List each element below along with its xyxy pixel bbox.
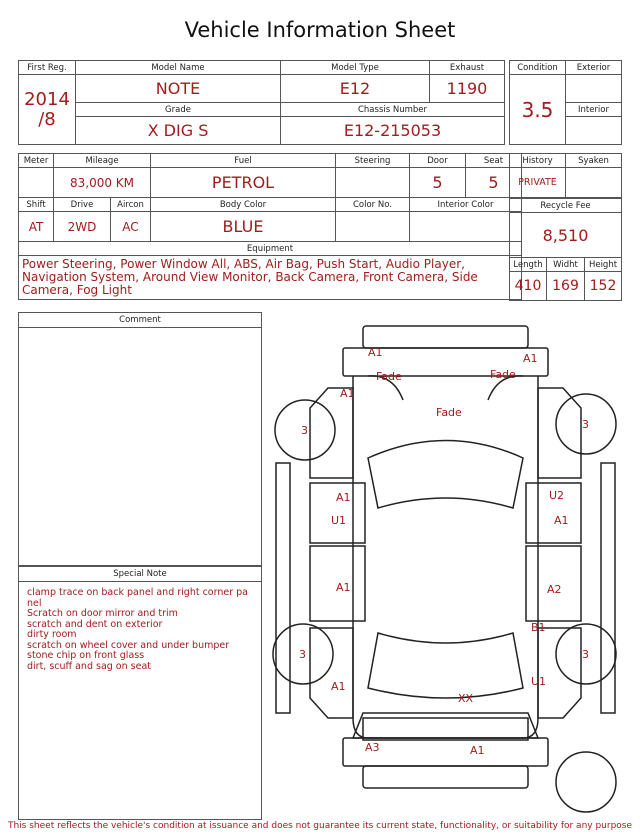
shift-label: Shift (19, 198, 54, 212)
drive-label: Drive (54, 198, 111, 212)
first-reg-value: 2014 /8 (19, 75, 76, 145)
side-sill-right-outline (601, 463, 615, 713)
history-value: PRIVATE (510, 168, 566, 198)
front-grille-outline (363, 326, 528, 348)
equipment-label: Equipment (19, 242, 522, 256)
mark-front-door-left-2: U1 (331, 514, 347, 527)
exterior-label: Exterior (566, 61, 622, 75)
mark-hood: Fade (436, 406, 462, 419)
body-outline (353, 376, 538, 738)
mark-rear-fender-left: A1 (331, 680, 346, 693)
special-note-line: scratch on wheel cover and under bumper (27, 639, 230, 651)
meter-label: Meter (19, 154, 54, 168)
mark-front-door-left-1: A1 (336, 491, 351, 504)
rear-bumper-lower-outline (363, 766, 528, 788)
shift-value: AT (19, 212, 54, 242)
comment-value (19, 328, 261, 340)
mark-headlight-right: Fade (490, 368, 516, 381)
model-name-value: NOTE (76, 75, 281, 103)
special-note-line: clamp trace on back panel and right corner panel (27, 587, 249, 609)
seat-value: 5 (466, 168, 522, 198)
drive-value: 2WD (54, 212, 111, 242)
disclaimer-footer: This sheet reflects the vehicle's condition at issuance and does not guarantee its current state, functionality, or suitability for any purpose (7, 821, 633, 831)
steering-label: Steering (336, 154, 410, 168)
steering-value (336, 168, 410, 198)
mark-rear-door-left: A1 (336, 581, 351, 594)
mark-rear-bumper: A1 (470, 744, 485, 757)
comment-label: Comment (19, 313, 261, 328)
fuel-label: Fuel (151, 154, 336, 168)
seat-label: Seat (466, 154, 522, 168)
rear-fender-left-outline (310, 628, 353, 718)
mark-headlight-left: Fade (376, 370, 402, 383)
exhaust-label: Exhaust (430, 61, 505, 75)
mark-wheel-rear-left: 3 (299, 648, 306, 661)
door-label: Door (410, 154, 466, 168)
special-note-line: scratch and dent on exterior (27, 618, 163, 630)
length-value: 410 (510, 272, 547, 301)
special-note-line: stone chip on front glass (27, 650, 145, 661)
mark-front-door-right-2: A1 (554, 514, 569, 527)
mark-rear-door-right: A2 (547, 583, 562, 596)
mark-rear-bumper-left: A3 (365, 741, 380, 754)
front-fender-right-outline (538, 388, 581, 478)
recycle-fee-label: Recycle Fee (510, 199, 622, 213)
first-reg-label: First Reg. (19, 61, 76, 75)
history-label: History (510, 154, 566, 168)
body-color-label: Body Color (151, 198, 336, 212)
special-note-box (18, 566, 262, 820)
model-type-value: E12 (281, 75, 430, 103)
mark-front-bumper-right: A1 (523, 352, 538, 365)
special-note-line: Scratch on door mirror and trim (27, 608, 178, 619)
mark-wheel-front-left: 3 (301, 424, 308, 437)
mileage-value: 83,000 KM (54, 168, 151, 198)
history-table (509, 153, 622, 198)
condition-value: 3.5 (510, 75, 566, 145)
syaken-value (566, 168, 622, 198)
mark-front-fender-left: A1 (340, 387, 355, 400)
chassis-number-value: E12-215053 (281, 117, 505, 145)
interior-label: Interior (566, 103, 622, 117)
special-note-line: dirt, scuff and sag on seat (27, 660, 152, 672)
mark-front-bumper: A1 (368, 346, 383, 359)
car-damage-diagram (268, 318, 628, 818)
exhaust-value: 1190 (430, 75, 505, 103)
interior-value (566, 117, 622, 145)
vehicle-info-table-middle (18, 153, 522, 300)
syaken-label: Syaken (566, 154, 622, 168)
windshield-outline (368, 441, 523, 509)
color-no-value (336, 212, 410, 242)
rear-glass-outline (368, 633, 523, 698)
length-label: Length (510, 258, 547, 272)
recycle-fee-value: 8,510 (510, 213, 622, 258)
exterior-value (566, 75, 622, 103)
condition-label: Condition (510, 61, 566, 75)
page-title: Vehicle Information Sheet (184, 18, 456, 42)
grade-label: Grade (76, 103, 281, 117)
mark-rear-door-right-2: B1 (531, 621, 546, 634)
door-value: 5 (410, 168, 466, 198)
mileage-label: Mileage (54, 154, 151, 168)
mark-front-door-right-1: U2 (549, 489, 565, 502)
special-note-list (19, 582, 261, 678)
interior-color-value (410, 212, 522, 242)
grade-value: X DIG S (76, 117, 281, 145)
interior-color-label: Interior Color (410, 198, 522, 212)
fuel-value: PETROL (151, 168, 336, 198)
special-note-line: dirty room (27, 629, 77, 640)
width-value: 169 (547, 272, 585, 301)
tailgate-outline (363, 718, 528, 740)
meter-value (19, 168, 54, 198)
trunk-outline (353, 713, 538, 738)
vehicle-info-table-top (18, 60, 505, 145)
equipment-value: Power Steering, Power Window All, ABS, Air Bag, Push Start, Audio Player, Navigation System, Around View Monitor, Back Camera, Front Camera, Side Camera, Fog Light (19, 256, 522, 300)
recycle-table (509, 198, 622, 301)
height-label: Height (585, 258, 622, 272)
aircon-label: Aircon (111, 198, 151, 212)
model-name-label: Model Name (76, 61, 281, 75)
height-value: 152 (585, 272, 622, 301)
chassis-number-label: Chassis Number (281, 103, 505, 117)
width-label: Widht (547, 258, 585, 272)
mark-wheel-rear-right: 3 (582, 648, 589, 661)
mark-rear-fender-right: U1 (531, 675, 547, 688)
comment-box (18, 312, 262, 566)
mark-trunk: XX (458, 692, 474, 705)
aircon-value: AC (111, 212, 151, 242)
body-color-value: BLUE (151, 212, 336, 242)
mark-wheel-front-right: 3 (582, 418, 589, 431)
model-type-label: Model Type (281, 61, 430, 75)
color-no-label: Color No. (336, 198, 410, 212)
condition-table (509, 60, 622, 145)
spare-wheel-outline (556, 752, 616, 812)
special-note-label: Special Note (19, 567, 261, 582)
